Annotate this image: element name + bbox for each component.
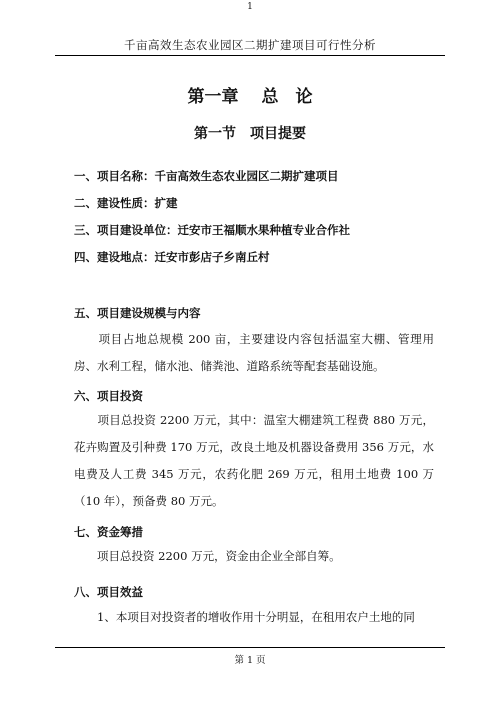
- running-header: 千亩高效生态农业园区二期扩建项目可行性分析: [124, 38, 376, 52]
- header-rule: [55, 55, 445, 56]
- paragraph-benefit: 1、本项目对投资者的增收作用十分明显，在租用农户土地的同: [74, 610, 415, 624]
- heading-benefit: 八、项目效益: [74, 585, 143, 599]
- heading-investment: 六、项目投资: [74, 389, 143, 403]
- paragraph-scale: 项目占地总规模 200 亩，主要建设内容包括温室大棚、管理用房、水利工程，储水池、储粪池、道路系统等配套基础设施。: [74, 332, 434, 373]
- item-construction-location: 四、建设地点：迁安市彭店子乡南丘村: [74, 250, 270, 264]
- item-project-name: 一、项目名称：千亩高效生态农业园区二期扩建项目: [74, 169, 339, 183]
- heading-funding: 七、资金筹措: [74, 525, 143, 539]
- chapter-title: 第一章 总 论: [187, 87, 313, 107]
- footer-rule: [55, 647, 445, 648]
- paragraph-investment: 项目总投资 2200 万元，其中：温室大棚建筑工程费 880 万元，花卉购置及引种费 170 万元，改良土地及机器设备费用 356 万元，水电费及人工费 345 万元，农药化肥 269 万元，租用土地费 100 万（10 年），预备费 80 万元。: [74, 413, 434, 508]
- item-construction-unit: 三、项目建设单位：迁安市王福顺水果种植专业合作社: [74, 223, 350, 237]
- section-title: 第一节 项目提要: [194, 126, 306, 142]
- page-footer: 第 1 页: [234, 655, 266, 666]
- paragraph-funding: 项目总投资 2200 万元，资金由企业全部自筹。: [74, 549, 341, 563]
- page-top-number: 1: [247, 2, 253, 12]
- heading-scale: 五、项目建设规模与内容: [74, 306, 201, 320]
- item-construction-nature: 二、建设性质：扩建: [74, 196, 178, 210]
